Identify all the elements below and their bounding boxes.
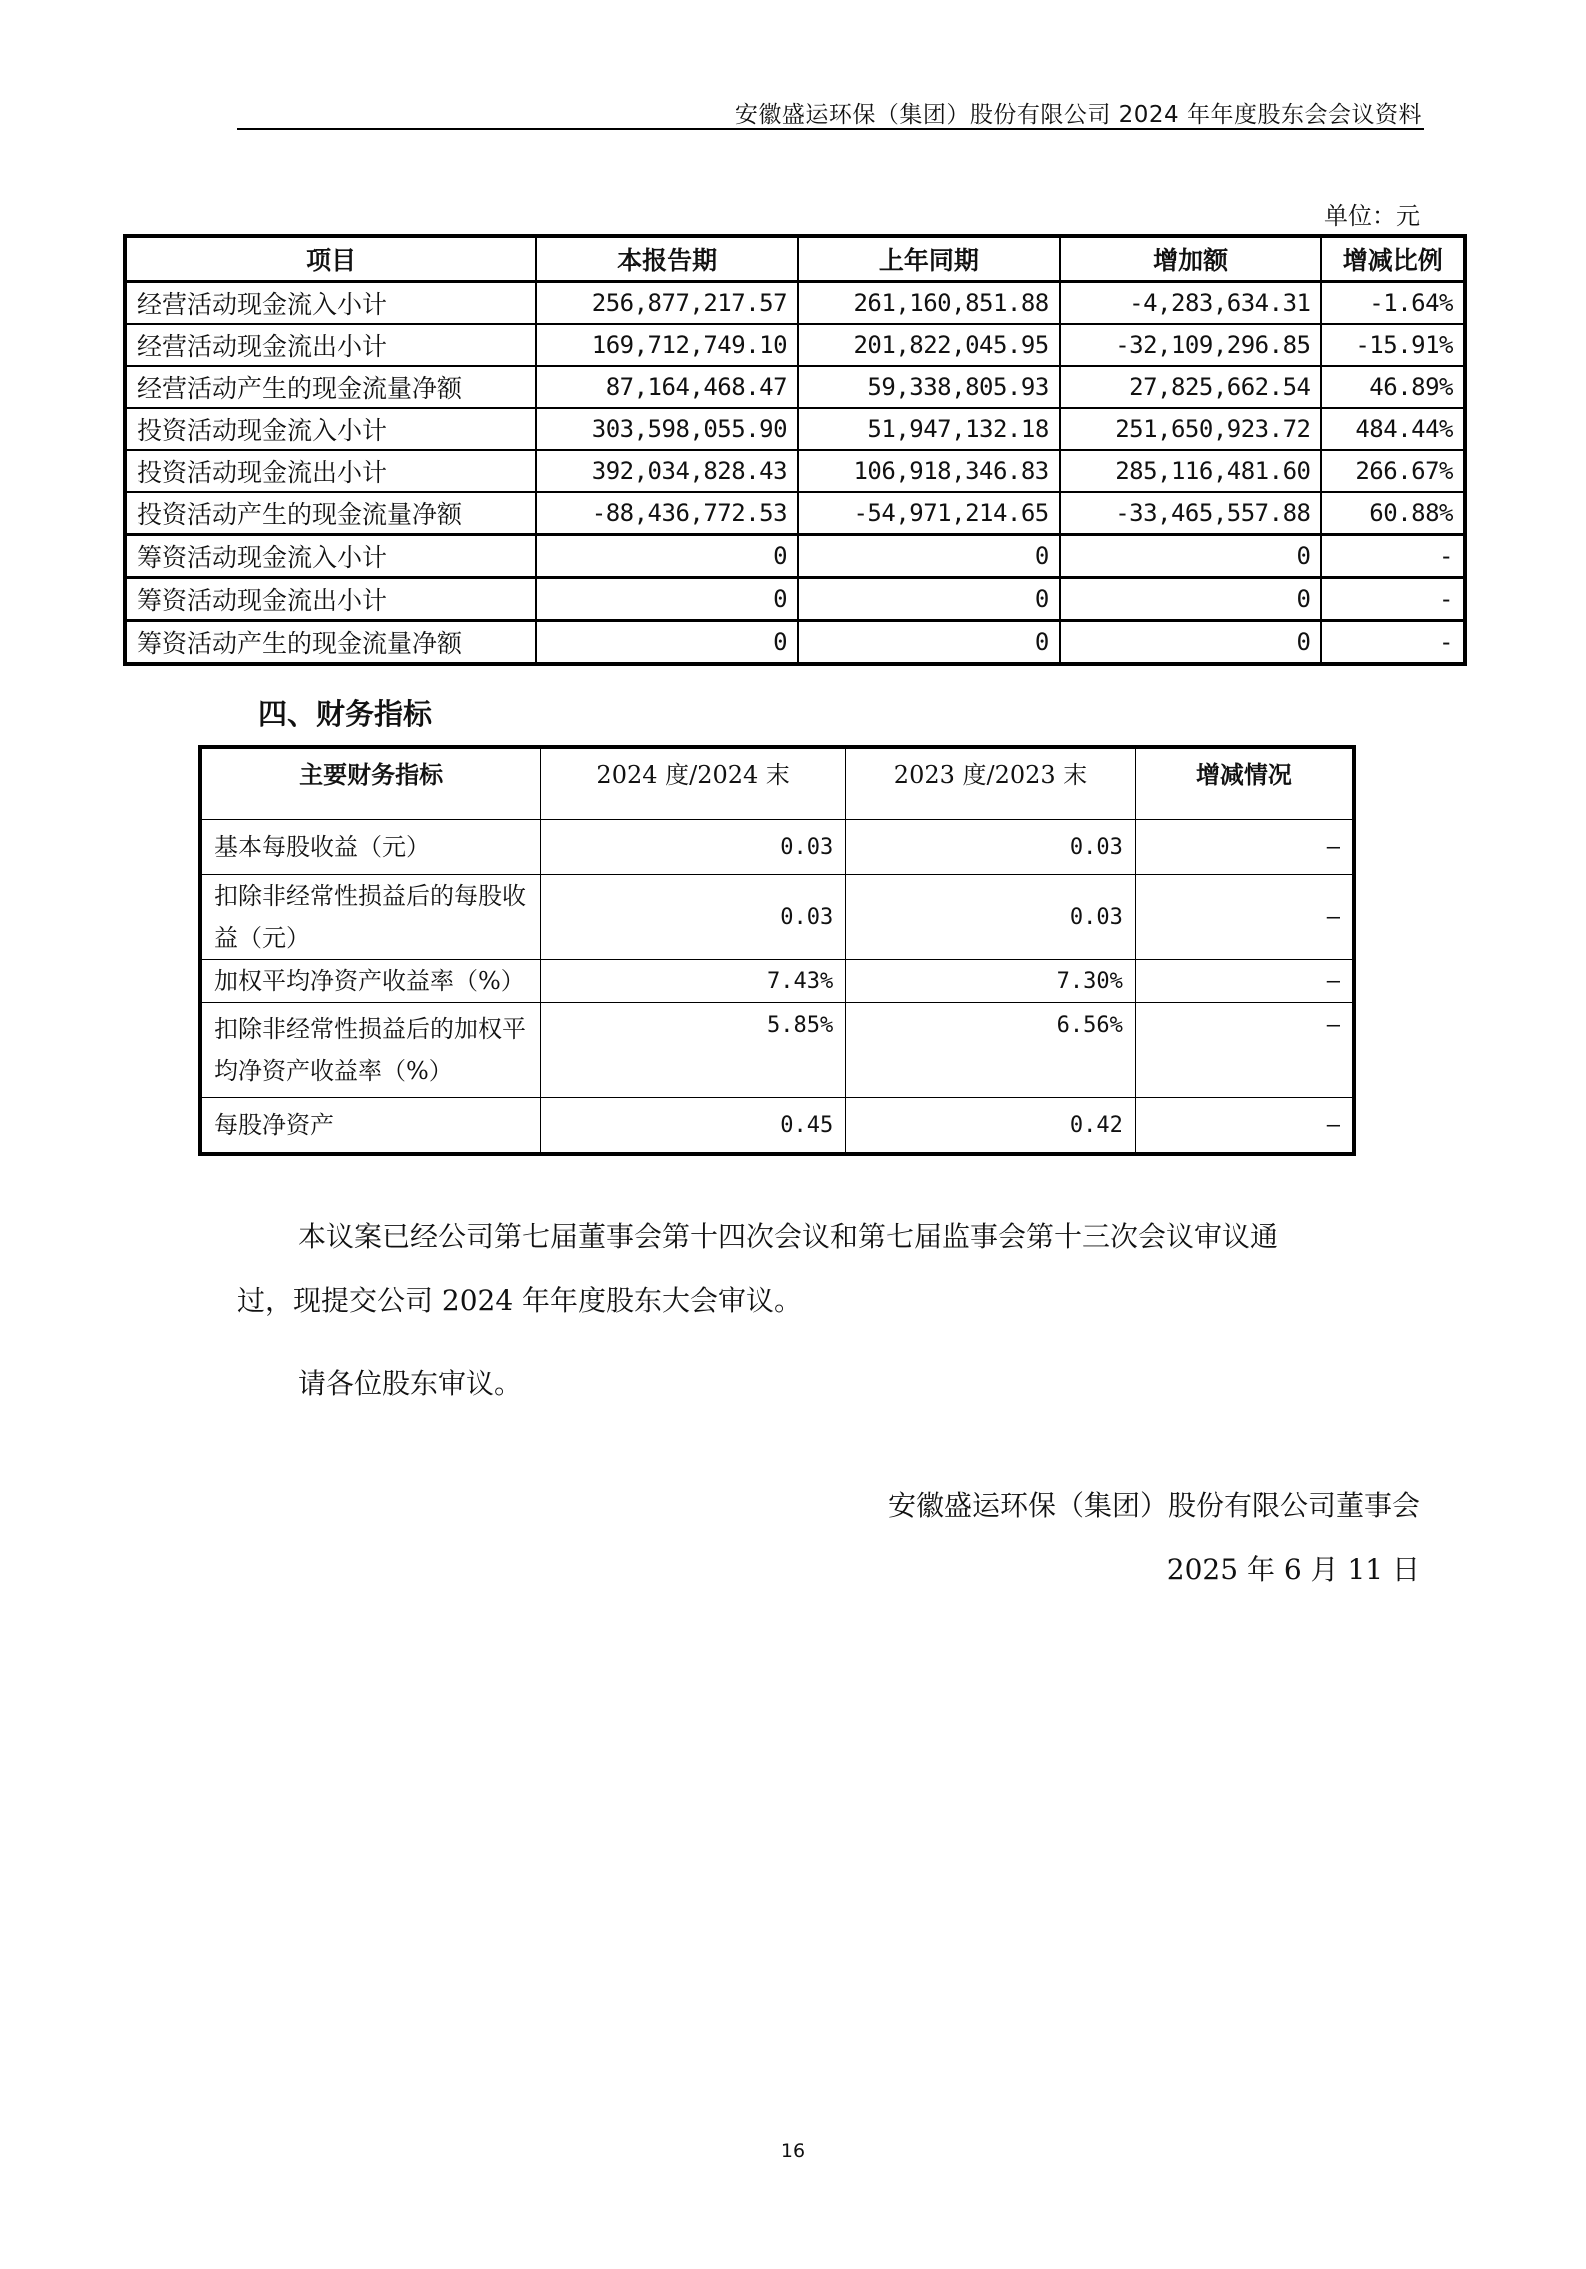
row-change: 251,650,923.72 (1060, 408, 1322, 450)
column-header-change: 增减情况 (1135, 747, 1354, 820)
row-prior: -54,971,214.65 (798, 492, 1060, 535)
table-row (125, 324, 1465, 366)
row-current: 169,712,749.10 (536, 324, 798, 366)
row-item: 扣除非经常性损益后的加权平均净资产收益率（%） (200, 1003, 541, 1098)
row-2023: 6.56% (846, 1003, 1136, 1098)
row-ratio: 484.44% (1321, 408, 1465, 450)
row-change: -32,109,296.85 (1060, 324, 1322, 366)
row-change: -4,283,634.31 (1060, 282, 1322, 325)
column-header-prior-period: 上年同期 (798, 236, 1060, 282)
row-change: – (1135, 875, 1354, 960)
row-current: 0 (536, 578, 798, 621)
table-header-row (200, 747, 1354, 820)
row-item: 经营活动现金流入小计 (125, 282, 536, 325)
row-item: 投资活动现金流出小计 (125, 450, 536, 492)
body-paragraph-line-2: 过，现提交公司 2024 年年度股东大会审议。 (237, 1284, 803, 1317)
row-change: – (1135, 1003, 1354, 1098)
row-2024: 0.03 (541, 875, 846, 960)
row-item: 投资活动产生的现金流量净额 (125, 492, 536, 535)
row-prior: 106,918,346.83 (798, 450, 1060, 492)
row-current: 0 (536, 621, 798, 665)
column-header-indicator: 主要财务指标 (200, 747, 541, 820)
row-prior: 0 (798, 621, 1060, 665)
signature-organization: 安徽盛运环保（集团）股份有限公司董事会 (887, 1489, 1420, 1522)
table-row (200, 875, 1354, 960)
document-header-title: 安徽盛运环保（集团）股份有限公司 2024 年年度股东会会议资料 (734, 102, 1422, 128)
row-2023: 7.30% (846, 960, 1136, 1003)
table-row (125, 366, 1465, 408)
row-item: 基本每股收益（元） (200, 820, 541, 875)
row-2023: 0.42 (846, 1098, 1136, 1155)
row-change: -33,465,557.88 (1060, 492, 1322, 535)
table-row (125, 492, 1465, 535)
unit-label: 单位：元 (1324, 202, 1420, 230)
row-ratio: - (1321, 621, 1465, 665)
table-row (200, 820, 1354, 875)
row-change: 0 (1060, 578, 1322, 621)
column-header-change-ratio: 增减比例 (1321, 236, 1465, 282)
row-prior: 0 (798, 535, 1060, 578)
row-ratio: -1.64% (1321, 282, 1465, 325)
cashflow-table (123, 234, 1467, 666)
row-item: 投资活动现金流入小计 (125, 408, 536, 450)
body-paragraph-request: 请各位股东审议。 (298, 1367, 523, 1400)
row-ratio: 60.88% (1321, 492, 1465, 535)
row-2023: 0.03 (846, 875, 1136, 960)
row-prior: 0 (798, 578, 1060, 621)
row-change: 285,116,481.60 (1060, 450, 1322, 492)
row-change: 27,825,662.54 (1060, 366, 1322, 408)
row-item: 筹资活动产生的现金流量净额 (125, 621, 536, 665)
table-row (125, 450, 1465, 492)
row-ratio: - (1321, 535, 1465, 578)
table-header-row (125, 236, 1465, 282)
row-change: – (1135, 960, 1354, 1003)
row-2024: 0.03 (541, 820, 846, 875)
column-header-2024: 2024 度/2024 末 (541, 747, 846, 820)
column-header-item: 项目 (125, 236, 536, 282)
row-item: 加权平均净资产收益率（%） (200, 960, 541, 1003)
row-change: – (1135, 1098, 1354, 1155)
table-row (200, 1098, 1354, 1155)
row-item: 扣除非经常性损益后的每股收益（元） (200, 875, 541, 960)
row-current: 256,877,217.57 (536, 282, 798, 325)
row-prior: 59,338,805.93 (798, 366, 1060, 408)
row-ratio: 266.67% (1321, 450, 1465, 492)
table-row (200, 1003, 1354, 1098)
table-row (125, 282, 1465, 325)
column-header-change-amount: 增加额 (1060, 236, 1322, 282)
table-row (125, 408, 1465, 450)
signature-date: 2025 年 6 月 11 日 (1166, 1553, 1420, 1586)
table-row (125, 578, 1465, 621)
row-prior: 261,160,851.88 (798, 282, 1060, 325)
row-2024: 5.85% (541, 1003, 846, 1098)
header-divider (237, 128, 1424, 130)
row-current: 0 (536, 535, 798, 578)
row-item: 每股净资产 (200, 1098, 541, 1155)
financial-indicators-table (198, 745, 1356, 1156)
row-current: 303,598,055.90 (536, 408, 798, 450)
row-current: -88,436,772.53 (536, 492, 798, 535)
row-2023: 0.03 (846, 820, 1136, 875)
row-ratio: - (1321, 578, 1465, 621)
section-heading-financial-indicators: 四、财务指标 (258, 697, 433, 731)
row-ratio: -15.91% (1321, 324, 1465, 366)
row-item: 筹资活动现金流出小计 (125, 578, 536, 621)
page-number: 16 (780, 2140, 806, 2162)
body-paragraph-line-1: 本议案已经公司第七届董事会第十四次会议和第七届监事会第十三次会议审议通 (298, 1220, 1279, 1253)
row-change: 0 (1060, 535, 1322, 578)
row-prior: 201,822,045.95 (798, 324, 1060, 366)
row-current: 392,034,828.43 (536, 450, 798, 492)
row-change: – (1135, 820, 1354, 875)
table-row (200, 960, 1354, 1003)
column-header-current-period: 本报告期 (536, 236, 798, 282)
table-row (125, 535, 1465, 578)
row-current: 87,164,468.47 (536, 366, 798, 408)
row-item: 经营活动现金流出小计 (125, 324, 536, 366)
row-2024: 0.45 (541, 1098, 846, 1155)
table-row (125, 621, 1465, 665)
row-item: 筹资活动现金流入小计 (125, 535, 536, 578)
row-change: 0 (1060, 621, 1322, 665)
row-2024: 7.43% (541, 960, 846, 1003)
row-ratio: 46.89% (1321, 366, 1465, 408)
row-prior: 51,947,132.18 (798, 408, 1060, 450)
column-header-2023: 2023 度/2023 末 (846, 747, 1136, 820)
row-item: 经营活动产生的现金流量净额 (125, 366, 536, 408)
